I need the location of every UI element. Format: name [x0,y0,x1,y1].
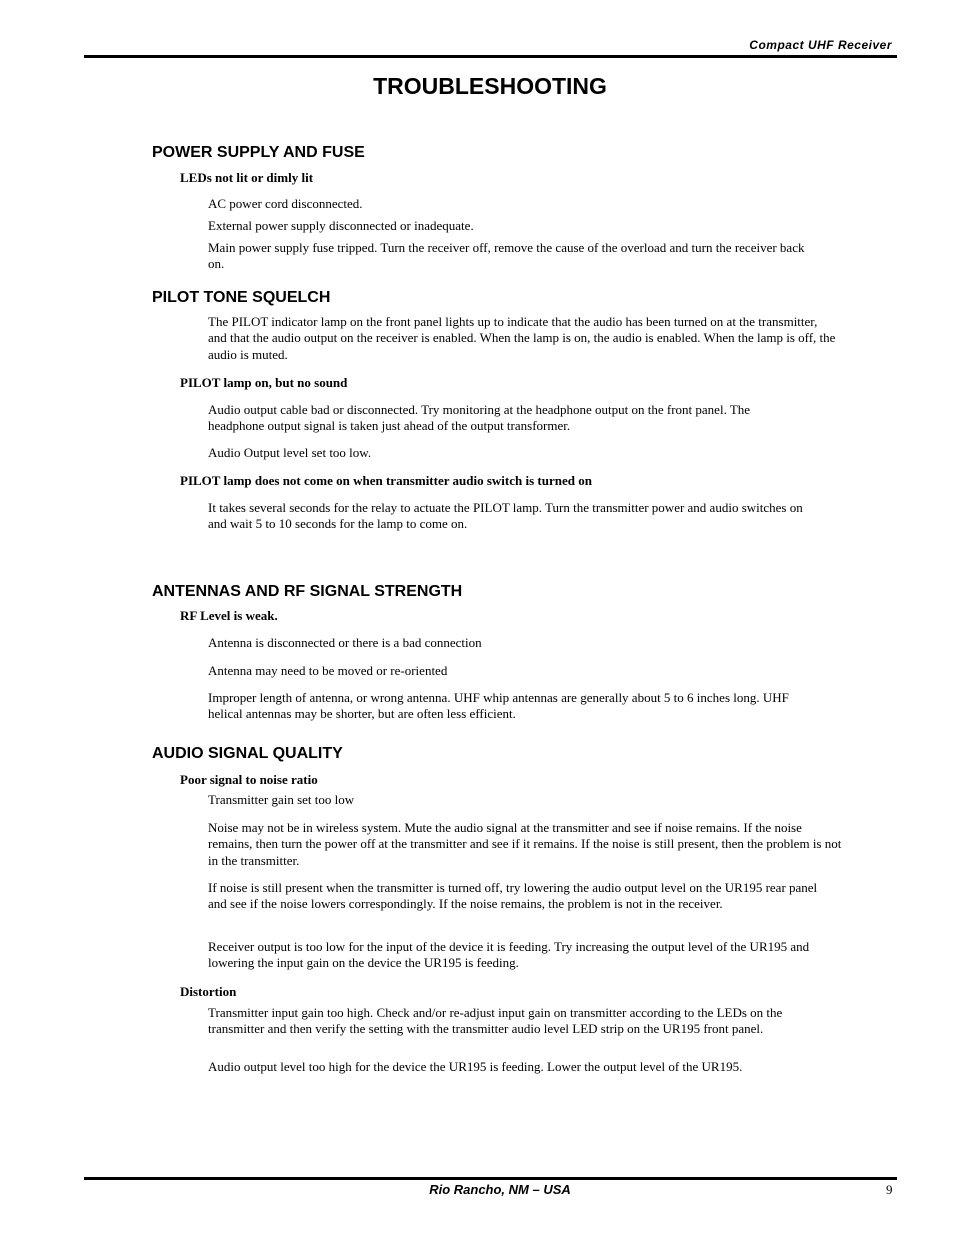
header-document-title: Compact UHF Receiver [749,38,892,52]
footer-rule [84,1177,897,1180]
paragraph: Transmitter gain set too low [208,792,355,807]
subheading-distortion: Distortion [180,984,237,999]
paragraph: AC power cord disconnected. [208,196,363,211]
section-heading-audio: AUDIO SIGNAL QUALITY [152,745,343,762]
paragraph: Antenna may need to be moved or re-oriented [208,663,448,678]
section-heading-antennas: ANTENNAS AND RF SIGNAL STRENGTH [152,583,463,600]
paragraph: Transmitter input gain too high. Check and/or re-adjust input gain on transmitter according to the LEDs on the transmitter and then verify the setting with the transmitter audio level LED strip on the UR195 front panel. [208,1005,783,1037]
subheading-pilot-not-on: PILOT lamp does not come on when transmitter audio switch is turned on [180,473,592,488]
paragraph: Receiver output is too low for the input of the device it is feeding. Try increasing the output level of the UR195 and lowering the input gain on the device the UR195 is feeding. [208,939,810,971]
header-rule [84,55,897,58]
subheading-pilot-no-sound: PILOT lamp on, but no sound [180,375,348,390]
footer-location: Rio Rancho, NM – USA [429,1182,571,1197]
subheading-poor-snr: Poor signal to noise ratio [180,772,318,787]
subheading-rf-level-weak: RF Level is weak. [180,608,278,623]
paragraph: External power supply disconnected or inadequate. [208,218,474,233]
paragraph: The PILOT indicator lamp on the front panel lights up to indicate that the audio has been turned on at the transmitter, and that the audio output on the receiver is enabled. When the lamp is on, the audio is enabled. When the lamp is off, the audio is muted. [208,314,836,362]
paragraph: Noise may not be in wireless system. Mute the audio signal at the transmitter and see if noise remains. If the noise remains, then turn the power off at the transmitter and see if it remains. If the noise is still present, then the problem is not in the transmitter. [208,820,842,868]
section-heading-power: POWER SUPPLY AND FUSE [152,144,365,161]
paragraph: Antenna is disconnected or there is a bad connection [208,635,482,650]
page-number: 9 [886,1182,893,1197]
page-title: TROUBLESHOOTING [373,73,607,99]
paragraph: Main power supply fuse tripped. Turn the receiver off, remove the cause of the overload and turn the receiver back on. [208,240,805,272]
paragraph: If noise is still present when the transmitter is turned off, try lowering the audio output level on the UR195 rear panel and see if the noise lowers correspondingly. If the noise remains, the problem is not in the receiver. [208,880,818,912]
paragraph: Audio output cable bad or disconnected. Try monitoring at the headphone output on the front panel. The headphone output signal is taken just ahead of the output transformer. [208,402,751,434]
paragraph: It takes several seconds for the relay to actuate the PILOT lamp. Turn the transmitter power and audio switches on and wait 5 to 10 seconds for the lamp to come on. [208,500,803,532]
paragraph: Audio output level too high for the device the UR195 is feeding. Lower the output level of the UR195. [208,1059,743,1074]
subheading-leds-not-lit: LEDs not lit or dimly lit [180,170,314,185]
paragraph: Audio Output level set too low. [208,445,372,460]
section-heading-pilot: PILOT TONE SQUELCH [152,289,331,306]
paragraph: Improper length of antenna, or wrong antenna. UHF whip antennas are generally about 5 to 6 inches long. UHF helical antennas may be shorter, but are often less efficient. [208,690,789,722]
